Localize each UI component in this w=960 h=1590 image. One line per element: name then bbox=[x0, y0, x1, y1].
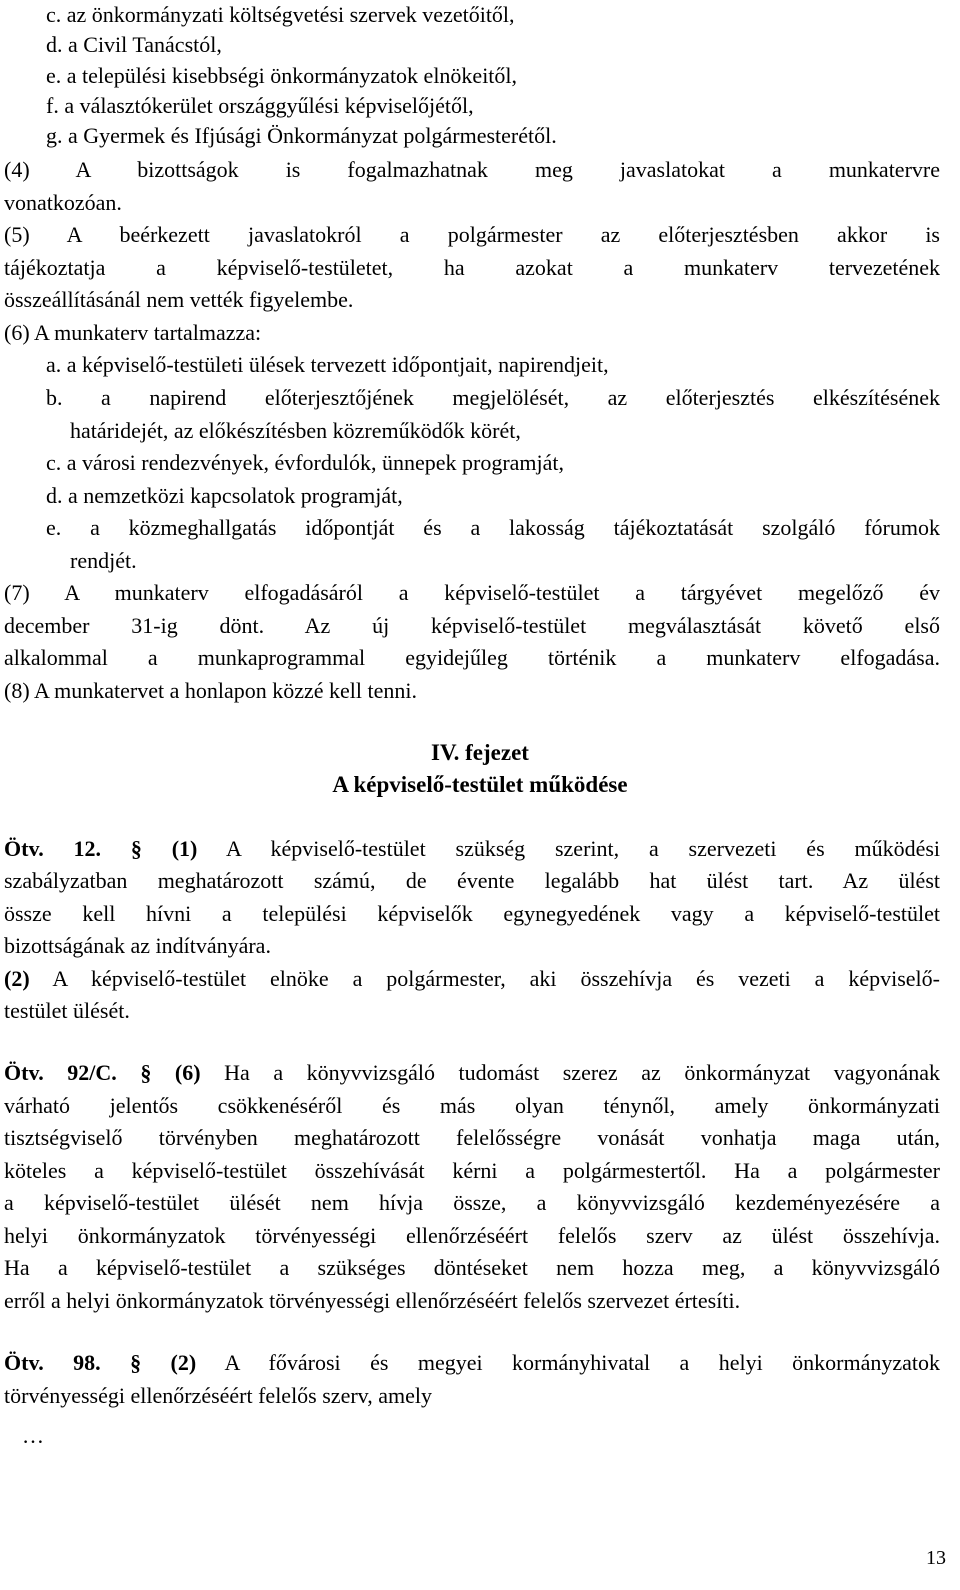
ellipsis: … bbox=[22, 1423, 44, 1448]
otv98-para-2: (2) bbox=[170, 1350, 197, 1375]
otv12-ref: Ötv. 12. bbox=[4, 836, 102, 861]
otv98-line-2: törvényességi ellenőrzéséért felelős szerv, amely bbox=[4, 1383, 432, 1408]
paragraph-4-line-2: vonatkozóan. bbox=[4, 190, 122, 215]
list-item-6c: c. a városi rendezvények, évfordulók, ünnepek programját, bbox=[46, 450, 565, 475]
paragraph-5-line-3: összeállításánál nem vették figyelembe. bbox=[4, 287, 354, 312]
chapter-title: A képviselő-testület működése bbox=[332, 772, 628, 797]
list-item-6e-line-2: rendjét. bbox=[70, 548, 137, 573]
otv12-text-1: A képviselő-testület szükség szerint, a szervezeti és működési bbox=[226, 836, 941, 861]
paragraph-5-line-1: (5) A beérkezett javaslatokról a polgármester az előterjesztésben akkor is bbox=[4, 222, 940, 247]
otv98-text-1: A fővárosi és megyei kormányhivatal a helyi önkormányzatok bbox=[224, 1350, 941, 1375]
otv12-text-5: A képviselő-testület elnöke a polgármester, aki összehívja és vezeti a képviselő- bbox=[52, 966, 940, 991]
list-item-c: c. az önkormányzati költségvetési szervek vezetőitől, bbox=[46, 2, 515, 27]
section-sign: § bbox=[140, 1060, 152, 1085]
otv12-para-2: (2) bbox=[4, 966, 30, 991]
list-item-g: g. a Gyermek és Ifjúsági Önkormányzat polgármesterétől. bbox=[46, 123, 557, 148]
paragraph-7-line-3: alkalommal a munkaprogrammal egyidejűleg történik a munkaterv elfogadása. bbox=[4, 645, 940, 670]
otv92-ref: Ötv. 92/C. bbox=[4, 1060, 117, 1085]
otv12-line-5 bbox=[4, 964, 940, 994]
paragraph-6-heading: (6) A munkaterv tartalmazza: bbox=[4, 320, 262, 345]
section-sign: § bbox=[130, 836, 142, 861]
list-item-f: f. a választókerület országgyűlési képviselőjétől, bbox=[46, 93, 474, 118]
otv92-line-2: várható jelentős csökkenéséről és más olyan ténynől, amely önkormányzati bbox=[4, 1093, 940, 1118]
paragraph-4-line-1: (4) A bizottságok is fogalmazhatnak meg javaslatokat a munkatervre bbox=[4, 157, 940, 182]
otv12-line-1 bbox=[4, 834, 940, 864]
paragraph-8: (8) A munkatervet a honlapon közzé kell tenni. bbox=[4, 678, 417, 703]
section-sign: § bbox=[130, 1350, 142, 1375]
page-number: 13 bbox=[926, 1547, 946, 1569]
otv92-line-7: Ha a képviselő-testület a szükséges döntéseket nem hozza meg, a könyvvizsgáló bbox=[4, 1255, 940, 1280]
list-item-6b-line-1: b. a napirend előterjesztőjének megjelölését, az előterjesztés elkészítésének bbox=[46, 385, 940, 410]
otv12-line-6: testület ülését. bbox=[4, 998, 130, 1023]
otv92-line-4: köteles a képviselő-testület összehívását kérni a polgármestertől. Ha a polgármester bbox=[4, 1158, 940, 1183]
otv92-line-3: tisztségviselő törvényben meghatározott felelősségre vonását vonhatja maga után, bbox=[4, 1125, 940, 1150]
otv92-text-1: Ha a könyvvizsgáló tudomást szerez az önkormányzat vagyonának bbox=[224, 1060, 941, 1085]
otv92-line-1 bbox=[4, 1058, 940, 1088]
otv98-line-1 bbox=[4, 1348, 940, 1378]
list-item-e: e. a települési kisebbségi önkormányzatok elnökeitől, bbox=[46, 63, 518, 88]
otv92-line-5: a képviselő-testület ülését nem hívja össze, a könyvvizsgáló kezdeményezésére a bbox=[4, 1190, 940, 1215]
otv12-line-2: szabályzatban meghatározott számú, de évente legalább hat ülést tart. Az ülést bbox=[4, 868, 940, 893]
list-item-d: d. a Civil Tanácstól, bbox=[46, 32, 222, 57]
otv12-line-3: össze kell hívni a települési képviselők egynegyedének vagy a képviselő-testület bbox=[4, 901, 940, 926]
otv12-line-4: bizottságának az indítványára. bbox=[4, 933, 271, 958]
otv12-para-1: (1) bbox=[171, 836, 198, 861]
otv92-para-6: (6) bbox=[174, 1060, 201, 1085]
otv92-line-8: erről a helyi önkormányzatok törvényességi ellenőrzéséért felelős szervezet értesíti. bbox=[4, 1288, 741, 1313]
otv92-line-6: helyi önkormányzatok törvényességi ellenőrzéséért felelős szerv az ülést összehívja. bbox=[4, 1223, 940, 1248]
paragraph-7-line-2: december 31-ig dönt. Az új képviselő-testület megválasztását követő első bbox=[4, 613, 940, 638]
paragraph-7-line-1: (7) A munkaterv elfogadásáról a képviselő-testület a tárgyévet megelőző év bbox=[4, 580, 940, 605]
list-item-6e-line-1: e. a közmeghallgatás időpontját és a lakosság tájékoztatását szolgáló fórumok bbox=[46, 515, 940, 540]
chapter-number: IV. fejezet bbox=[431, 740, 529, 765]
list-item-6a: a. a képviselő-testületi ülések tervezett időpontjait, napirendjeit, bbox=[46, 352, 609, 377]
paragraph-5-line-2: tájékoztatja a képviselő-testületet, ha azokat a munkaterv tervezetének bbox=[4, 255, 940, 280]
otv98-ref: Ötv. 98. bbox=[4, 1350, 101, 1375]
list-item-6d: d. a nemzetközi kapcsolatok programját, bbox=[46, 483, 403, 508]
list-item-6b-line-2: határidejét, az előkészítésben közreműködők körét, bbox=[70, 418, 521, 443]
